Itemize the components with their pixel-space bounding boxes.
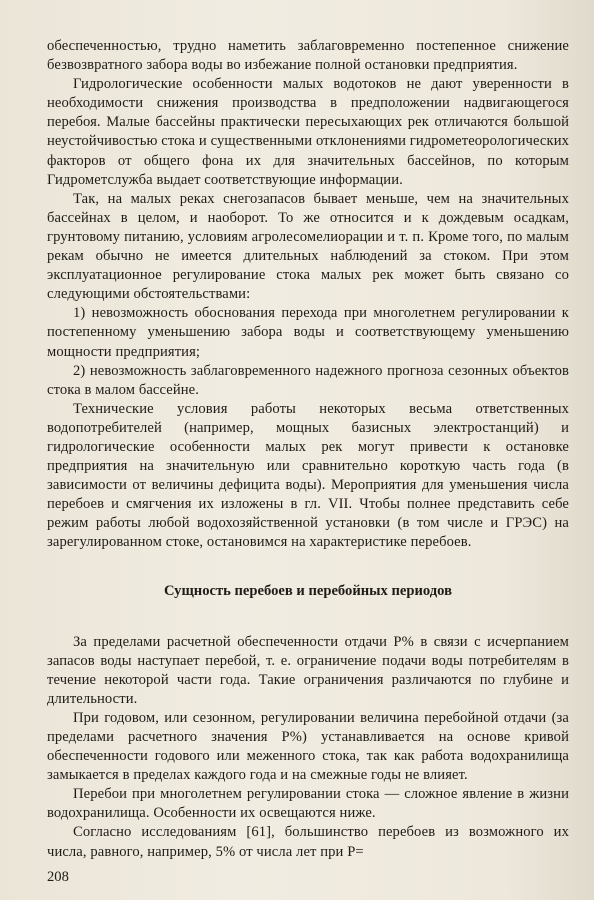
section-title: Сущность перебоев и перебойных периодов: [164, 582, 452, 599]
paragraph: За пределами расчетной обеспеченности отдачи P% в связи с исчерпанием запасов воды наступает перебой, т. е. ограничение подачи воды потребителям в течение некоторой части года. Такие ограничения различаются по глубине и длительности.: [47, 633, 569, 707]
list-item: 2) невозможность заблаговременного надежного прогноза сезонных объектов стока в малом бассейне.: [47, 362, 569, 398]
paragraph: Перебои при многолетнем регулировании стока — сложное явление в жизни водохранилища. Особенности их освещаются ниже.: [47, 786, 569, 822]
page-text: [47, 37, 569, 862]
list-item: 1) невозможность обоснования перехода при многолетнем регулировании к постепенному уменьшению забора воды и соответствующему уменьшению мощности предприятия;: [47, 305, 569, 360]
paragraph: Так, на малых реках снегозапасов бывает меньше, чем на значительных бассейнах в целом, и наоборот. То же относится и к дождевым осадкам, грунтовому питанию, условиям агролесомелиорации и т. п. Кроме того, по малым рекам обычно не имеется длительных наблюдений за стоком. При этом эксплуатационное регулирование стока малых рек может быть связано со следующими обстоятельствами:: [47, 190, 569, 303]
paragraph: Гидрологические особенности малых водотоков не дают уверенности в необходимости снижения производства в предположении надвигающегося перебоя. Малые бассейны практически пересыхающих рек отличаются большой неустойчивостью стока и существенными отклонениями гидрометеорологических факторов от общего фона их для значительных бассейнов, по которым Гидрометслужба выдает соответствующие информации.: [47, 76, 569, 188]
paragraph: Технические условия работы некоторых весьма ответственных водопотребителей (например, мощных базисных электростанций) и гидрологические особенности малых рек могут привести к остановке предприятия на значительную или сравнительно короткую часть года (в зависимости от величины дефицита воды). Мероприятия для уменьшения числа перебоев и смягчения их изложены в гл. VII. Чтобы полнее представить себе режим работы любой водохозяйственной установки (в том числе и ГРЭС) на зарегулированном стоке, остановимся на характеристике перебоев.: [47, 400, 569, 551]
page-number: 208: [47, 869, 69, 885]
paragraph: Согласно исследованиям [61], большинство перебоев из возможного их числа, равного, например, 5% от числа лет при P=: [47, 824, 569, 860]
paragraph: При годовом, или сезонном, регулировании величина перебойной отдачи (за пределами расчетного значения P%) устанавливается на основе кривой обеспеченности годового или меженного стока, так как работа водохранилища замыкается в пределах каждого года и на смежные годы не влияет.: [47, 709, 569, 784]
paragraph-continued: обеспеченностью, трудно наметить заблаговременно постепенное снижение безвозвратного забора воды во избежание полной остановки предприятия.: [47, 38, 569, 74]
